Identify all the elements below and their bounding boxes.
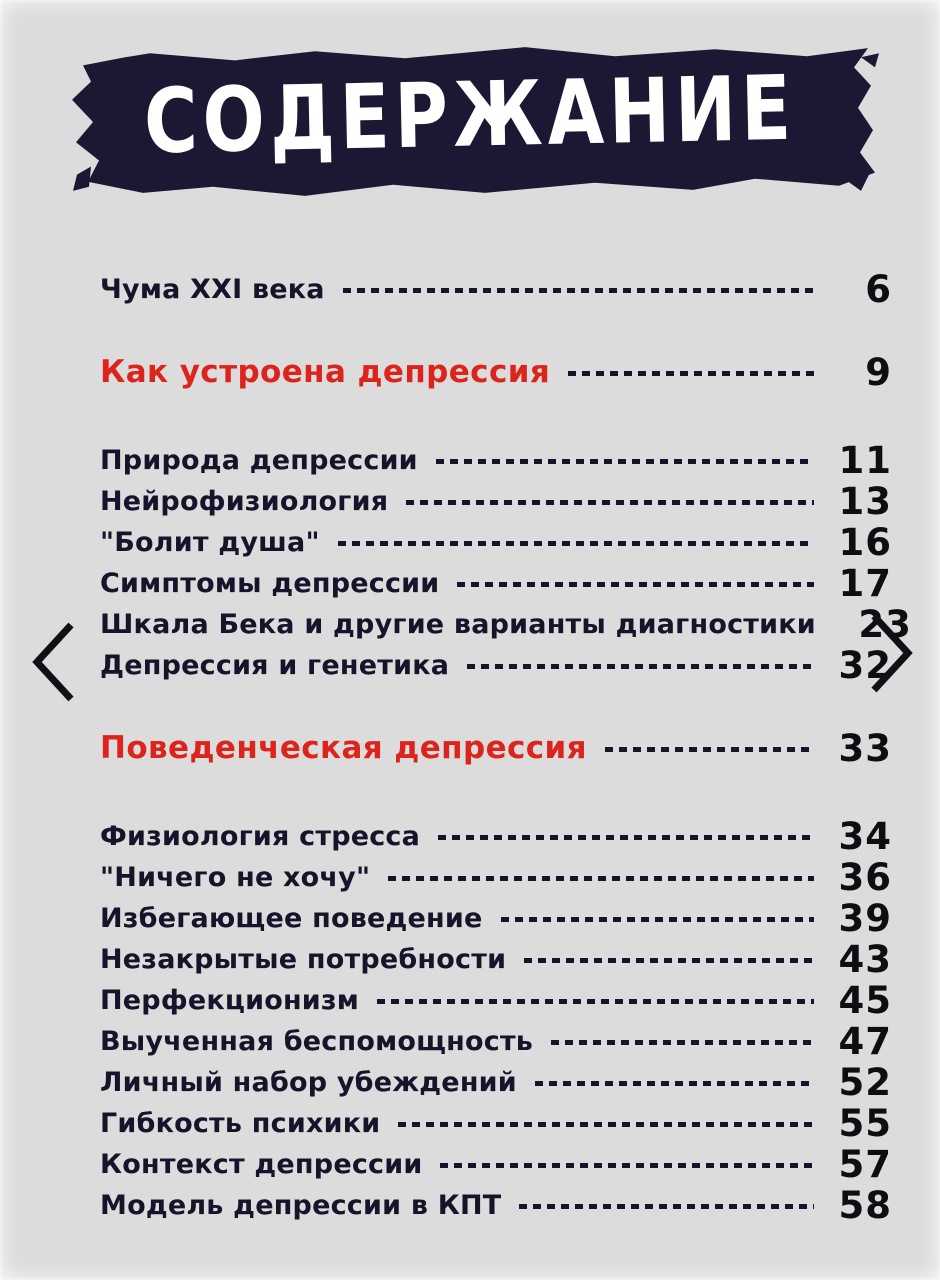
toc-entry-label: Как устроена депрессия bbox=[100, 354, 551, 390]
toc-list bbox=[0, 205, 940, 1226]
toc-entry-page: 39 bbox=[838, 897, 892, 940]
toc-entry-label: "Болит душа" bbox=[100, 527, 320, 558]
toc-entry-page: 57 bbox=[838, 1143, 892, 1186]
toc-item-row bbox=[100, 1144, 892, 1185]
toc-item-row bbox=[100, 1103, 892, 1144]
title-banner bbox=[55, 33, 885, 205]
toc-item-row bbox=[100, 563, 892, 604]
toc-item-row bbox=[100, 1062, 892, 1103]
dotted-leader bbox=[524, 958, 814, 963]
dotted-leader bbox=[457, 582, 814, 587]
prev-page-button[interactable] bbox=[30, 620, 76, 704]
toc-item-row bbox=[100, 603, 912, 646]
toc-entry-label: Перфекционизм bbox=[100, 985, 360, 1016]
toc-entry-label: Нейрофизиология bbox=[100, 486, 389, 517]
dotted-leader bbox=[501, 917, 814, 922]
toc-entry-page: 16 bbox=[838, 521, 892, 564]
toc-section-row bbox=[100, 724, 892, 772]
dotted-leader bbox=[398, 1122, 814, 1127]
toc-entry-page: 9 bbox=[865, 350, 892, 394]
toc-entry-label: Незакрытые потребности bbox=[100, 944, 507, 975]
toc-entry-label: Избегающее поведение bbox=[100, 903, 483, 934]
dotted-leader bbox=[377, 999, 814, 1004]
toc-item-row bbox=[100, 440, 892, 481]
toc-item-row bbox=[100, 269, 892, 310]
toc-entry-label: Личный набор убеждений bbox=[100, 1067, 517, 1098]
dotted-leader bbox=[338, 541, 814, 546]
chevron-right-icon bbox=[869, 611, 915, 695]
next-page-button[interactable] bbox=[869, 611, 915, 695]
page-title: СОДЕРЖАНИЕ bbox=[143, 56, 797, 175]
toc-entry-label: Природа депрессии bbox=[100, 445, 418, 476]
dotted-leader bbox=[406, 500, 814, 505]
dotted-leader bbox=[438, 835, 814, 840]
toc-entry-page: 11 bbox=[838, 439, 892, 482]
toc-entry-label: Выученная беспомощность bbox=[100, 1026, 534, 1057]
dotted-leader bbox=[551, 1040, 814, 1045]
toc-entry-page: 17 bbox=[838, 562, 892, 605]
toc-entry-page: 34 bbox=[838, 815, 892, 858]
dotted-leader bbox=[467, 664, 814, 669]
toc-entry-label: Модель депрессии в КПТ bbox=[100, 1190, 502, 1221]
toc-entry-page: 33 bbox=[838, 726, 892, 770]
dotted-leader bbox=[436, 459, 814, 464]
toc-entry-page: 6 bbox=[865, 268, 892, 311]
dotted-leader bbox=[535, 1081, 814, 1086]
toc-item-row bbox=[100, 1185, 892, 1226]
toc-entry-label: Симптомы депрессии bbox=[100, 568, 440, 599]
toc-entry-label: Контекст депрессии bbox=[100, 1149, 423, 1180]
toc-item-row bbox=[100, 939, 892, 980]
chevron-left-icon bbox=[30, 620, 76, 704]
dotted-leader bbox=[605, 747, 814, 752]
toc-entry-label: Чума XXI века bbox=[100, 274, 325, 305]
toc-entry-page: 43 bbox=[838, 938, 892, 981]
toc-entry-page: 58 bbox=[838, 1184, 892, 1227]
dotted-leader bbox=[388, 876, 814, 881]
toc-entry-label: Депрессия и генетика bbox=[100, 650, 450, 681]
toc-item-row bbox=[100, 481, 892, 522]
toc-entry-label: Шкала Бека и другие варианты диагностики bbox=[100, 609, 816, 640]
toc-item-row bbox=[100, 980, 892, 1021]
toc-section-row bbox=[100, 348, 892, 396]
dotted-leader bbox=[519, 1204, 814, 1209]
toc-entry-page: 13 bbox=[838, 480, 892, 523]
dotted-leader bbox=[440, 1163, 814, 1168]
toc-entry-label: Физиология стресса bbox=[100, 821, 421, 852]
toc-entry-label: Гибкость психики bbox=[100, 1108, 381, 1139]
toc-item-row bbox=[100, 1021, 892, 1062]
toc-item-row bbox=[100, 522, 892, 563]
toc-entry-page: 36 bbox=[838, 856, 892, 899]
toc-entry-page: 32 bbox=[838, 644, 892, 687]
toc-item-row bbox=[100, 857, 892, 898]
toc-item-row bbox=[100, 898, 892, 939]
toc-entry-page: 47 bbox=[838, 1020, 892, 1063]
toc-item-row bbox=[100, 645, 892, 686]
toc-entry-page: 45 bbox=[838, 979, 892, 1022]
toc-entry-label: Поведенческая депрессия bbox=[100, 730, 587, 766]
toc-entry-label: "Ничего не хочу" bbox=[100, 862, 371, 893]
dotted-leader bbox=[343, 288, 814, 293]
toc-item-row bbox=[100, 816, 892, 857]
toc-entry-page: 52 bbox=[838, 1061, 892, 1104]
toc-entry-page: 23 bbox=[858, 603, 912, 646]
toc-entry-page: 55 bbox=[838, 1102, 892, 1145]
dotted-leader bbox=[568, 371, 814, 376]
